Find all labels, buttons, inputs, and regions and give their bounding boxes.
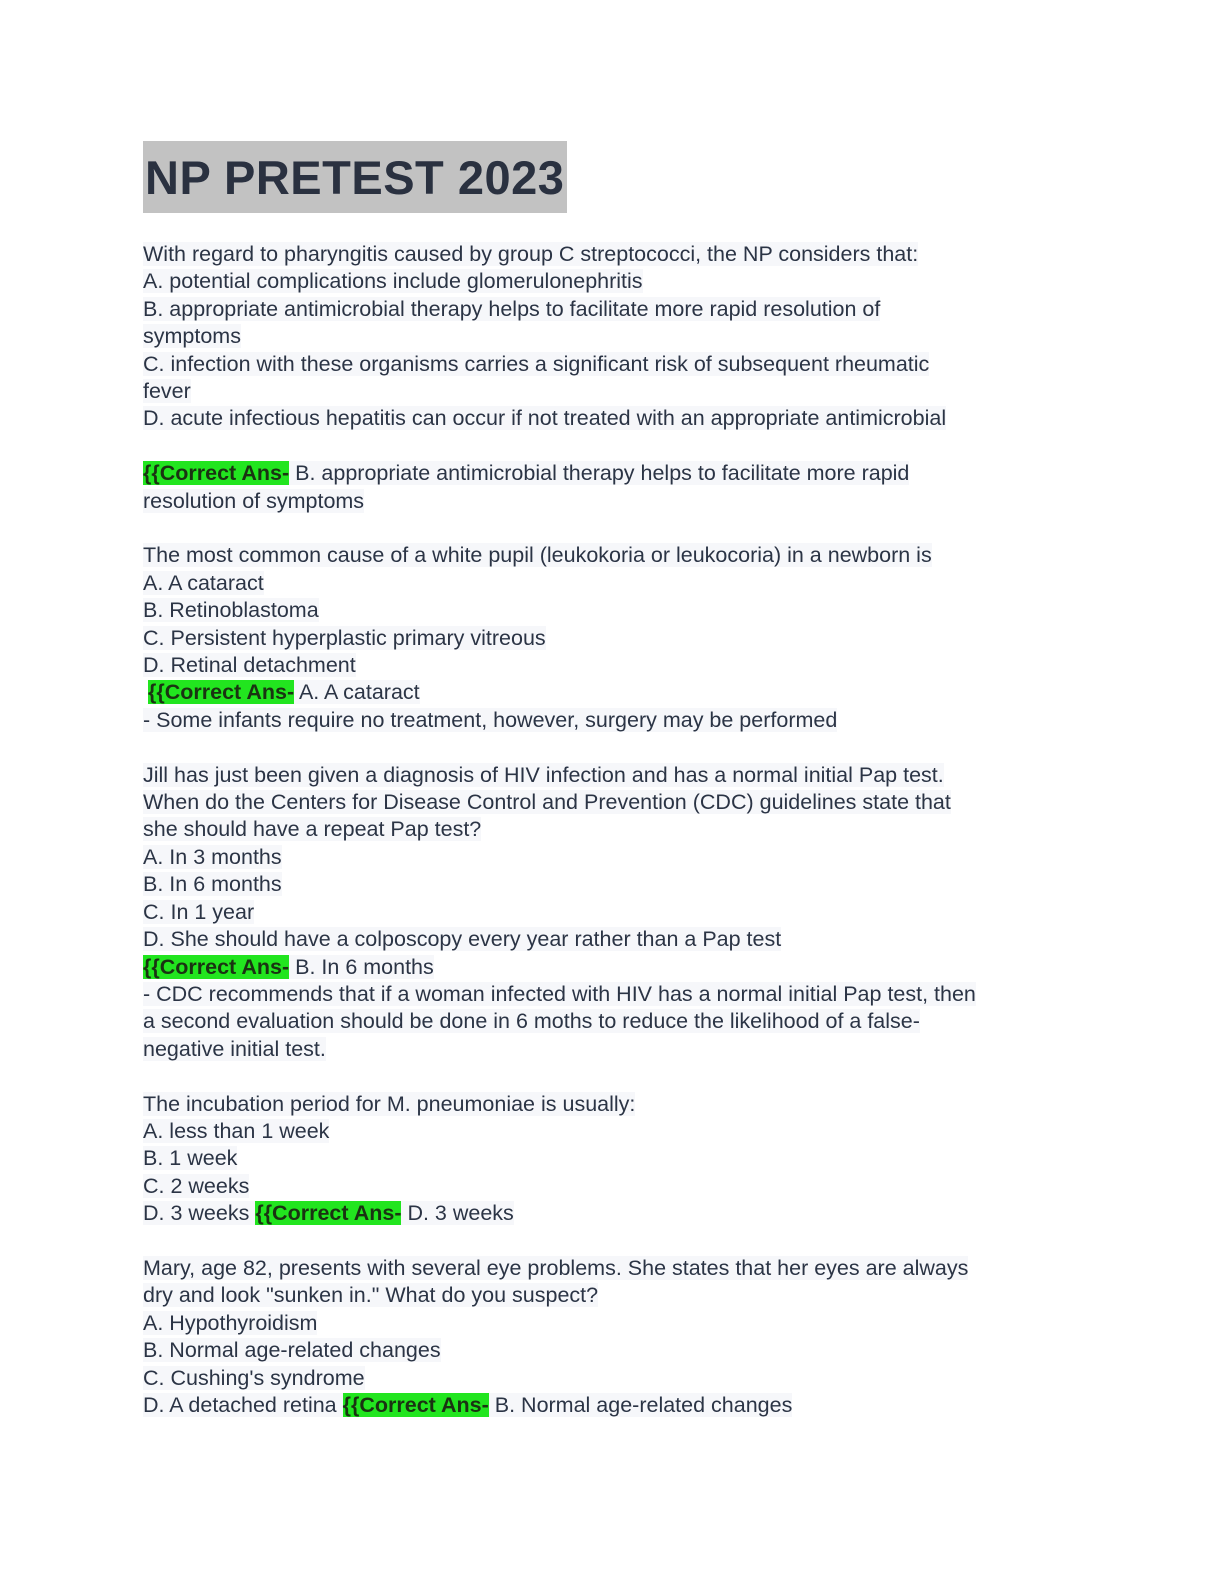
q5-option-a: A. Hypothyroidism — [143, 1310, 318, 1335]
q1-answer: {{Correct Ans- B. appropriate antimicrobial therapy helps to facilitate more rapid — [143, 461, 910, 486]
correct-answer-tag: {{Correct Ans- — [143, 461, 290, 486]
document-title: NP PRETEST 2023 — [145, 151, 565, 204]
q5-stem: Mary, age 82, presents with several eye problems. She states that her eyes are always — [143, 1255, 969, 1280]
q3-answer: {{Correct Ans- B. In 6 months — [143, 954, 434, 979]
q1-option-b-cont: symptoms — [143, 324, 241, 349]
q5-stem-cont: dry and look "sunken in." What do you suspect? — [143, 1283, 599, 1308]
q3-note-cont: negative initial test. — [143, 1036, 326, 1061]
q4-stem: The incubation period for M. pneumoniae is usually: — [143, 1091, 636, 1116]
correct-answer-tag: {{Correct Ans- — [148, 680, 295, 705]
title-highlight — [143, 141, 567, 213]
correct-answer-tag: {{Correct Ans- — [143, 954, 290, 979]
q2-option-d: D. Retinal detachment — [143, 653, 356, 678]
q3-note: - CDC recommends that if a woman infected with HIV has a normal initial Pap test, then — [143, 981, 976, 1006]
q2-stem: The most common cause of a white pupil (leukokoria or leukocoria) in a newborn is — [143, 543, 932, 568]
q1-option-c-cont: fever — [143, 379, 191, 404]
q3-option-d: D. She should have a colposcopy every year rather than a Pap test — [143, 927, 782, 952]
q3-stem-cont: When do the Centers for Disease Control and Prevention (CDC) guidelines state that — [143, 790, 951, 815]
correct-answer-tag: {{Correct Ans- — [342, 1392, 489, 1417]
q3-option-b: B. In 6 months — [143, 872, 282, 897]
q1-answer-cont: resolution of symptoms — [143, 488, 365, 513]
q2-option-a: A. A cataract — [143, 570, 264, 595]
correct-answer-tag: {{Correct Ans- — [255, 1201, 402, 1226]
q4-option-b: B. 1 week — [143, 1146, 238, 1171]
q4-option-a: A. less than 1 week — [143, 1118, 330, 1143]
q2-note: - Some infants require no treatment, however, surgery may be performed — [143, 707, 838, 732]
q1-option-c: C. infection with these organisms carries a significant risk of subsequent rheumatic — [143, 351, 930, 376]
q1-stem: With regard to pharyngitis caused by group C streptococci, the NP considers that: — [143, 242, 919, 266]
q1-option-b: B. appropriate antimicrobial therapy helps to facilitate more rapid resolution of — [143, 296, 881, 321]
q4-option-c: C. 2 weeks — [143, 1173, 250, 1198]
q5-option-d-with-answer: D. A detached retina {{Correct Ans- B. Normal age-related changes — [143, 1392, 793, 1417]
q3-option-a: A. In 3 months — [143, 844, 282, 869]
q3-note-cont: a second evaluation should be done in 6 moths to reduce the likelihood of a false- — [143, 1009, 920, 1034]
q3-option-c: C. In 1 year — [143, 899, 255, 924]
q1-option-d: D. acute infectious hepatitis can occur if not treated with an appropriate antimicrobial — [143, 406, 947, 431]
q3-stem-cont: she should have a repeat Pap test? — [143, 817, 482, 842]
q5-option-c: C. Cushing's syndrome — [143, 1365, 365, 1390]
q2-answer: {{Correct Ans- A. A cataract — [148, 680, 420, 705]
q5-option-b: B. Normal age-related changes — [143, 1338, 441, 1363]
q2-option-c: C. Persistent hyperplastic primary vitreous — [143, 625, 546, 650]
q4-option-d-with-answer: D. 3 weeks {{Correct Ans- D. 3 weeks — [143, 1201, 514, 1226]
q3-stem: Jill has just been given a diagnosis of HIV infection and has a normal initial Pap test. — [143, 762, 944, 787]
q1-option-a: A. potential complications include glomerulonephritis — [143, 269, 643, 294]
question-list — [143, 241, 1083, 1419]
document-page — [143, 141, 1083, 1419]
q2-option-b: B. Retinoblastoma — [143, 598, 319, 623]
